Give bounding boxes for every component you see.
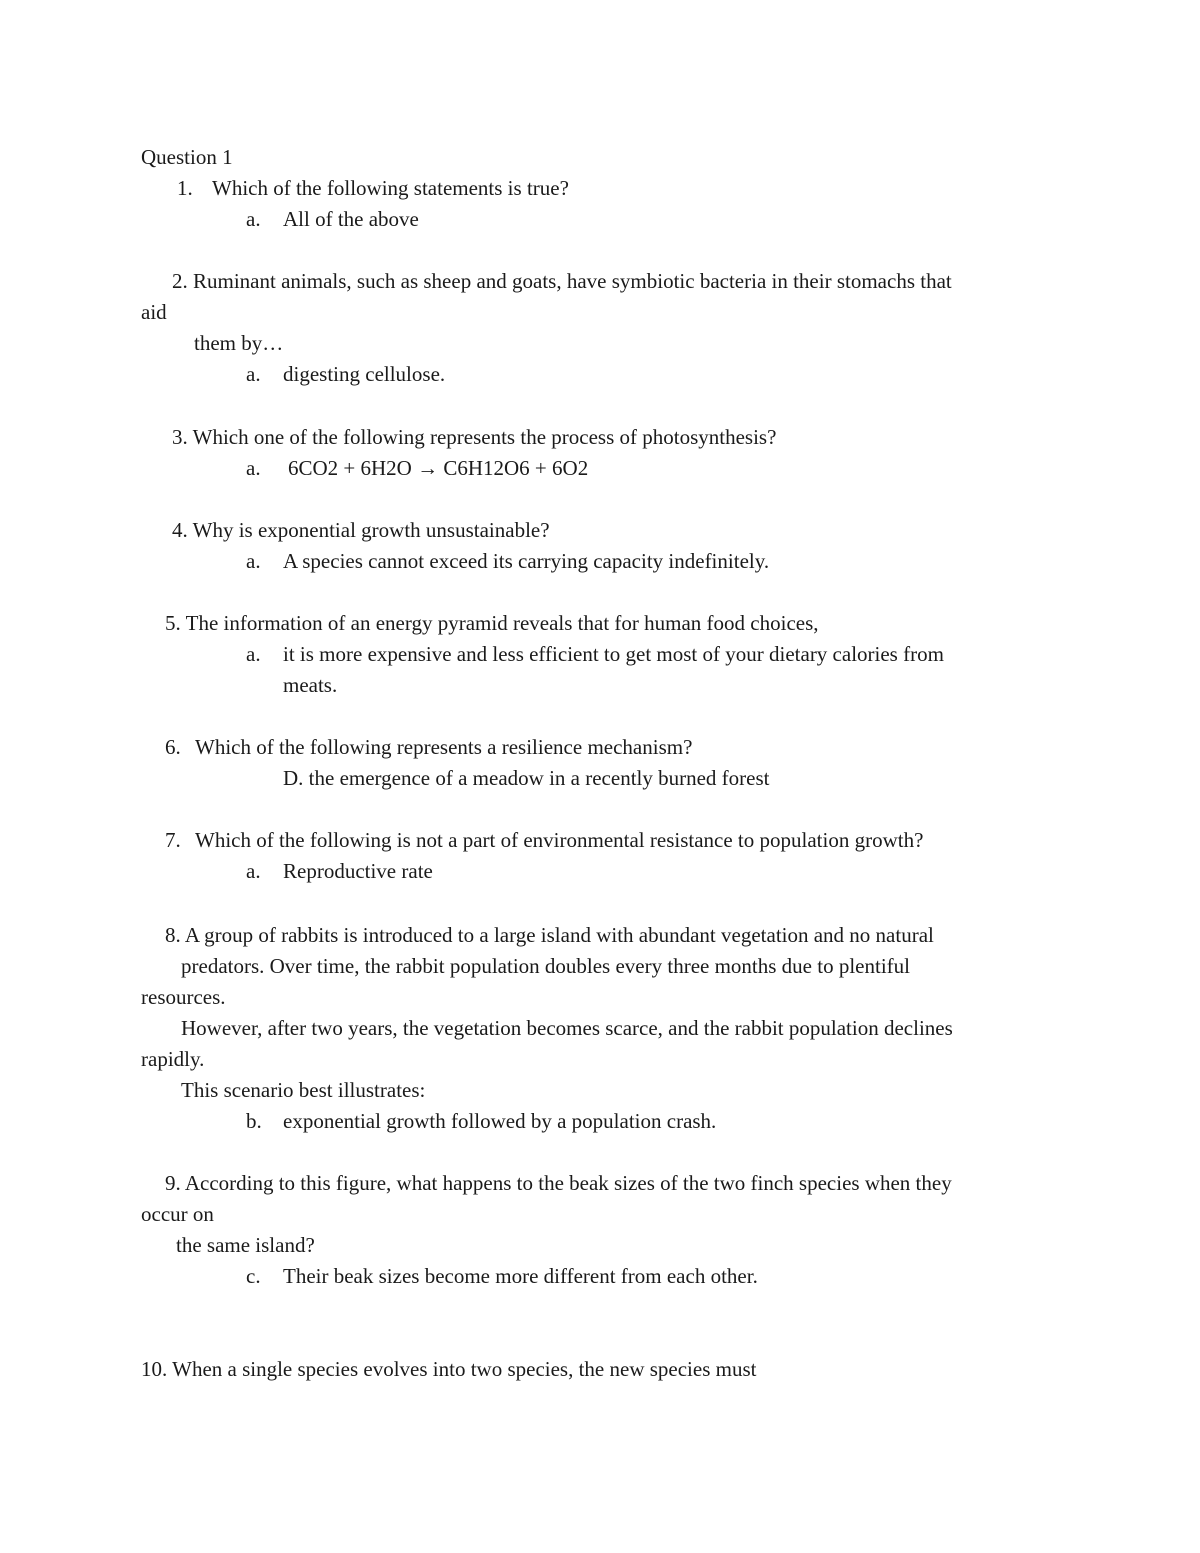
question-6-answer: D. the emergence of a meadow in a recently burned forest <box>283 766 770 790</box>
question-4-text: 4. Why is exponential growth unsustainable? <box>172 518 550 542</box>
question-1-answer: All of the above <box>283 207 419 231</box>
question-1-answer-letter: a. <box>246 207 261 231</box>
question-8-text-line-6: This scenario best illustrates: <box>181 1078 426 1102</box>
question-2-answer: digesting cellulose. <box>283 362 446 386</box>
question-8-text-line-2: predators. Over time, the rabbit population doubles every three months due to plentiful <box>181 954 910 978</box>
question-2-answer-letter: a. <box>246 362 261 386</box>
question-2-text-line-1: 2. Ruminant animals, such as sheep and goats, have symbiotic bacteria in their stomachs that <box>172 269 952 293</box>
question-8-text-line-5: rapidly. <box>141 1047 205 1071</box>
question-3-answer-letter: a. <box>246 456 261 480</box>
question-5-answer-line-1: it is more expensive and less efficient to get most of your dietary calories from <box>283 642 944 666</box>
question-5-answer-letter: a. <box>246 642 261 666</box>
question-3-text: 3. Which one of the following represents the process of photosynthesis? <box>172 425 777 449</box>
question-5-text: 5. The information of an energy pyramid reveals that for human food choices, <box>165 611 819 635</box>
question-7-text: Which of the following is not a part of environmental resistance to population growth? <box>195 828 924 852</box>
question-1-number: 1. <box>177 176 193 200</box>
question-8-answer-letter: b. <box>246 1109 262 1133</box>
question-2-text-line-2: aid <box>141 300 167 324</box>
question-9-answer-letter: c. <box>246 1264 261 1288</box>
question-3-answer: 6CO2 + 6H2O → C6H12O6 + 6O2 <box>288 456 589 480</box>
question-9-text-line-3: the same island? <box>176 1233 315 1257</box>
question-9-answer: Their beak sizes become more different from each other. <box>283 1264 758 1288</box>
question-8-text-line-3: resources. <box>141 985 226 1009</box>
question-7-answer: Reproductive rate <box>283 859 433 883</box>
question-8-answer: exponential growth followed by a population crash. <box>283 1109 717 1133</box>
question-4-answer: A species cannot exceed its carrying capacity indefinitely. <box>283 549 770 573</box>
question-10-text: 10. When a single species evolves into two species, the new species must <box>141 1357 757 1381</box>
question-7-number: 7. <box>165 828 181 852</box>
question-9-text-line-2: occur on <box>141 1202 214 1226</box>
page-heading: Question 1 <box>141 145 233 169</box>
question-2-text-line-3: them by… <box>194 331 284 355</box>
question-9-text-line-1: 9. According to this figure, what happens to the beak sizes of the two finch species when they <box>165 1171 952 1195</box>
question-7-answer-letter: a. <box>246 859 261 883</box>
question-5-answer-line-2: meats. <box>283 673 338 697</box>
question-4-answer-letter: a. <box>246 549 261 573</box>
question-8-text-line-1: 8. A group of rabbits is introduced to a large island with abundant vegetation and no natural <box>165 923 934 947</box>
question-6-text: Which of the following represents a resilience mechanism? <box>195 735 693 759</box>
question-6-number: 6. <box>165 735 181 759</box>
question-8-text-line-4: However, after two years, the vegetation becomes scarce, and the rabbit population declines <box>181 1016 953 1040</box>
question-1-text: Which of the following statements is true? <box>212 176 569 200</box>
